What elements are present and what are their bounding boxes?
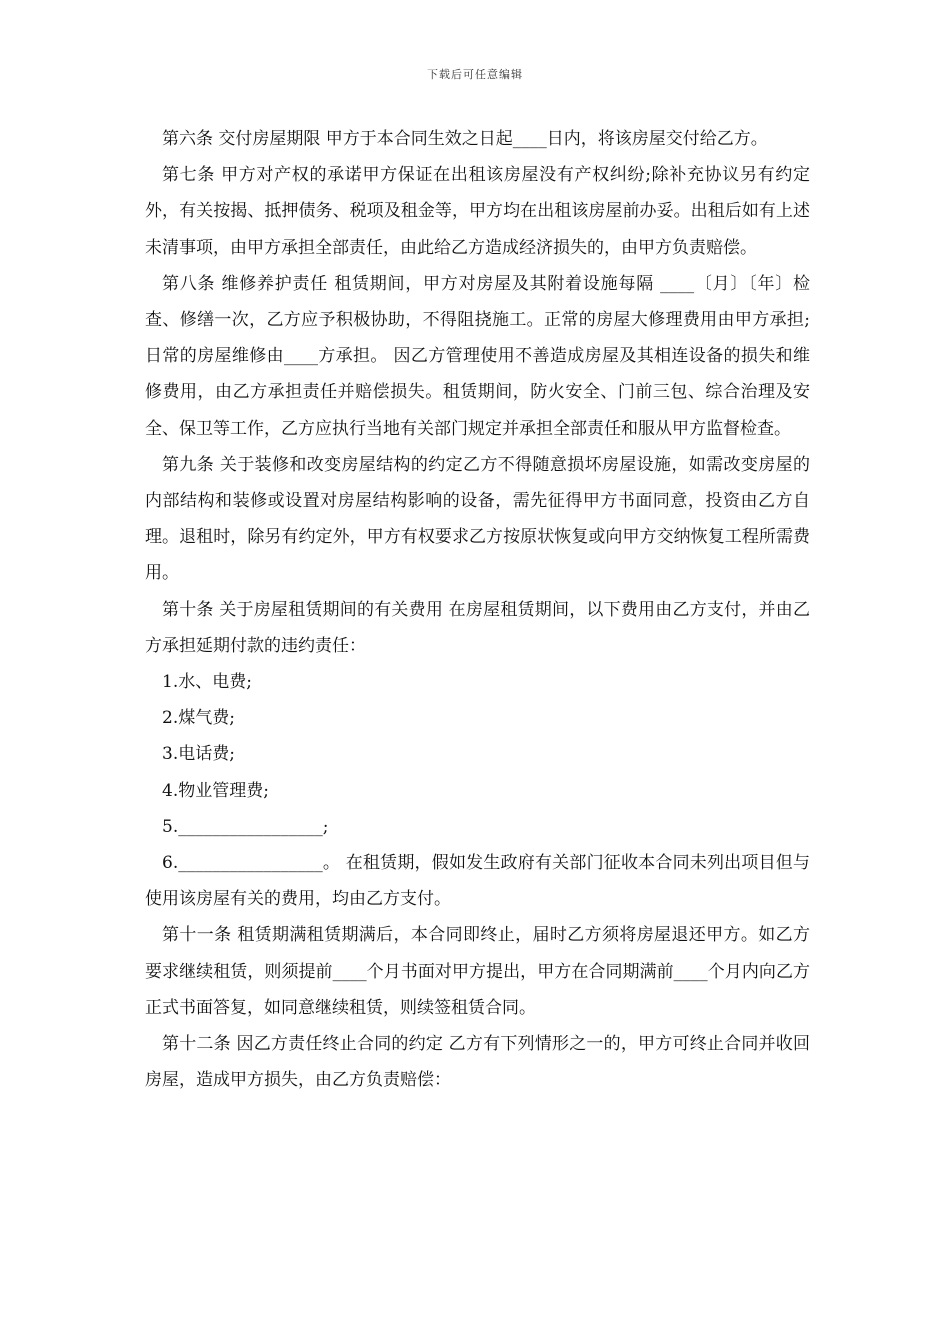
article-11: 第十一条 租赁期满租赁期满后，本合同即终止，届时乙方须将房屋退还甲方。如乙方要求继续租赁，则须提前____个月书面对甲方提出，甲方在合同期满前____个月内向乙方正式书面答复，如同意继续租赁，则续签租赁合同。	[145, 925, 810, 1018]
fee-item-6-paragraph: 6._________________。 在租赁期，假如发生政府有关部门征收本合同未列出项目但与使用该房屋有关的费用，均由乙方支付。	[145, 853, 810, 910]
article-6: 第六条 交付房屋期限 甲方于本合同生效之日起____日内，将该房屋交付给乙方。	[162, 129, 768, 149]
fee-item-4: 4.物业管理费;	[162, 780, 269, 801]
page-header: 下载后可任意编辑	[427, 68, 523, 81]
fee-item-2: 2.煤气费;	[162, 708, 235, 729]
document-body	[145, 121, 810, 1098]
fee-item-1: 1.水、电费;	[162, 672, 252, 693]
fee-item-5: 5._________________;	[162, 816, 329, 837]
article-10: 第十条 关于房屋租赁期间的有关费用 在房屋租赁期间，以下费用由乙方支付，并由乙方承担延期付款的违约责任：	[145, 599, 810, 656]
article-8: 第八条 维修养护责任 租赁期间，甲方对房屋及其附着设施每隔 ____〔月〕〔年〕检查、修缮一次，乙方应予积极协助，不得阻挠施工。正常的房屋大修理费用由甲方承担;日常的房屋维修由____方承担。 因乙方管理使用不善造成房屋及其相连设备的损失和维修费用，由乙方承担责任并赔偿损失。租赁期间，防火安全、门前三包、综合治理及安全、保卫等工作，乙方应执行当地有关部门规定并承担全部责任和服从甲方监督检查。	[145, 273, 810, 439]
article-7: 第七条 甲方对产权的承诺甲方保证在出租该房屋没有产权纠纷;除补充协议另有约定外，有关按揭、抵押债务、税项及租金等，甲方均在出租该房屋前办妥。出租后如有上述未清事项，由甲方承担全部责任，由此给乙方造成经济损失的，由甲方负责赔偿。	[145, 165, 810, 258]
article-12: 第十二条 因乙方责任终止合同的约定 乙方有下列情形之一的，甲方可终止合同并收回房屋，造成甲方损失，由乙方负责赔偿：	[145, 1034, 810, 1091]
fee-item-3: 3.电话费;	[162, 744, 235, 765]
article-9: 第九条 关于装修和改变房屋结构的约定乙方不得随意损坏房屋设施，如需改变房屋的内部结构和装修或设置对房屋结构影响的设备，需先征得甲方书面同意，投资由乙方自理。退租时，除另有约定外，甲方有权要求乙方按原状恢复或向甲方交纳恢复工程所需费用。	[145, 454, 810, 584]
